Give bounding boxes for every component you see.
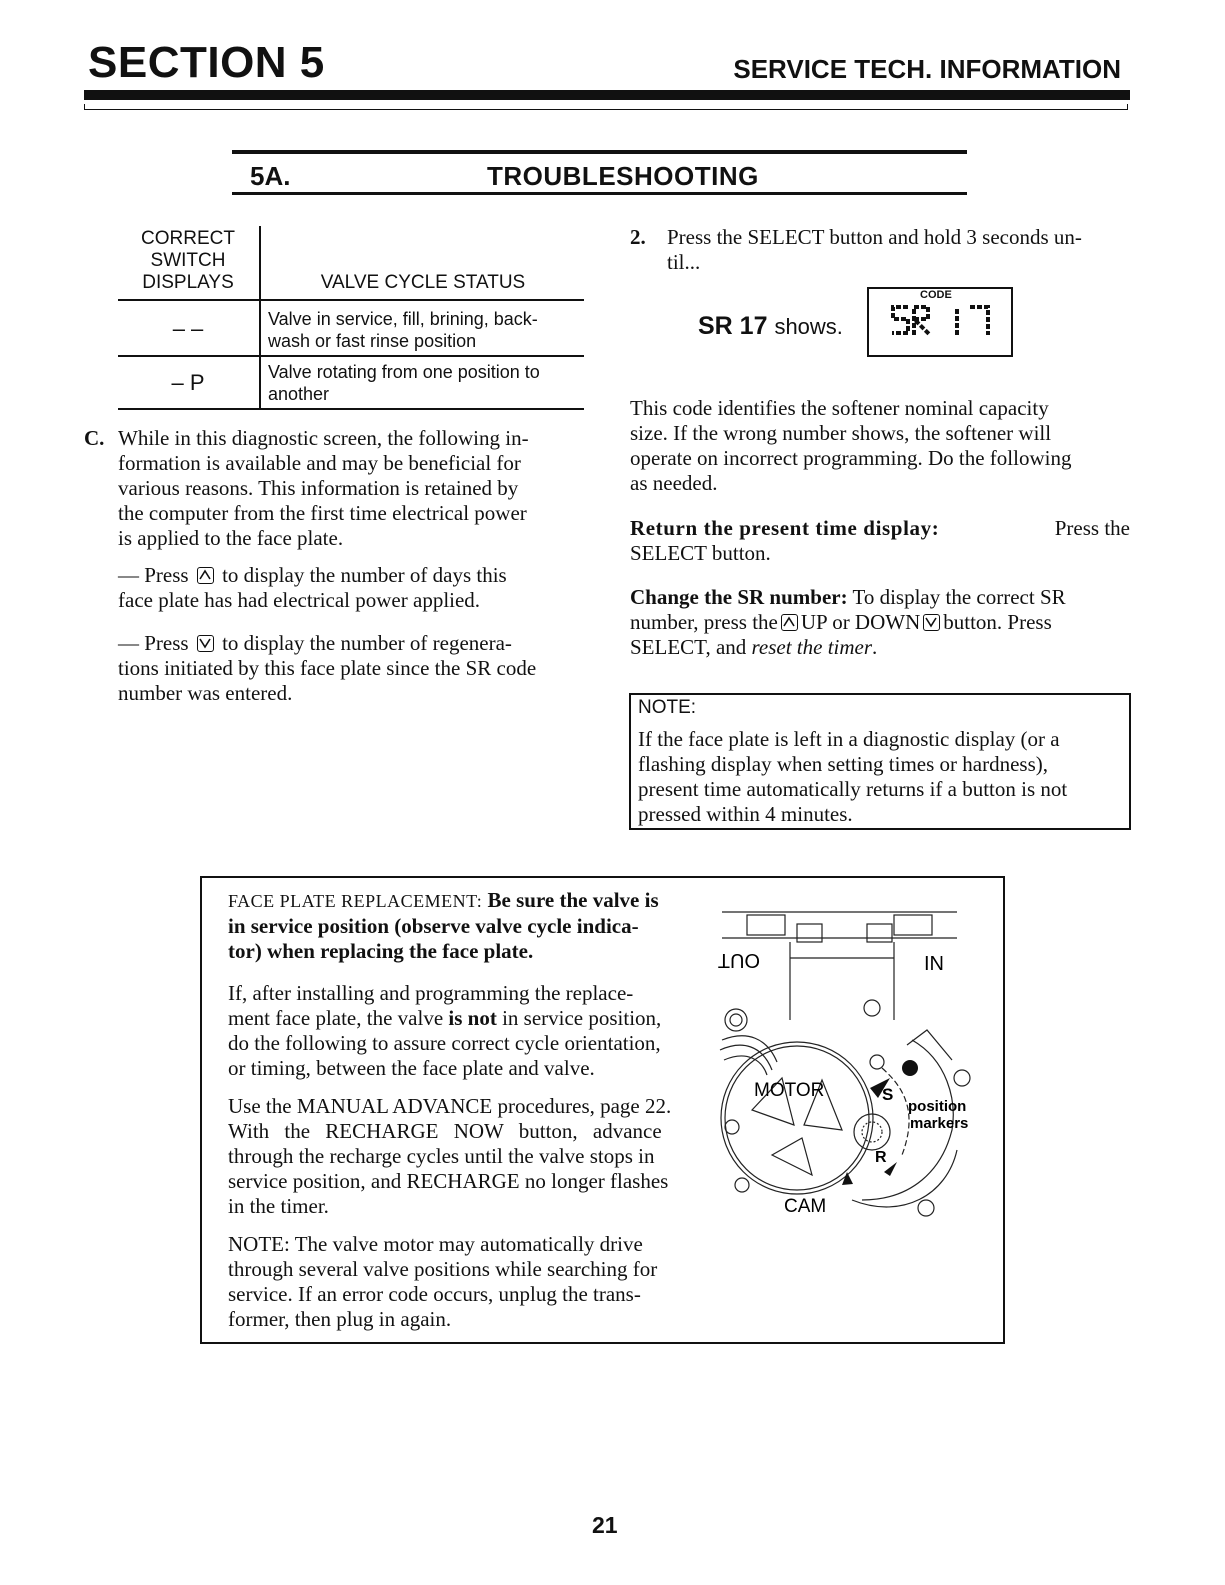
- header-rule-thick: [84, 90, 1130, 100]
- code-label: CODE: [920, 289, 952, 301]
- note-label: NOTE:: [638, 697, 697, 718]
- step-number: 2.: [630, 225, 646, 249]
- table-row-status: Valve rotating from one position to another: [268, 362, 540, 404]
- return-display-text: Return the present time display: Press the SELECT button.: [630, 516, 1130, 565]
- table-rule: [118, 299, 584, 301]
- up-arrow-icon: [197, 567, 214, 584]
- table-rule: [118, 355, 584, 357]
- item-c-label: C.: [84, 426, 105, 450]
- cam-label: CAM: [784, 1196, 827, 1217]
- step-text: Press the SELECT button and hold 3 seconds un- til...: [667, 225, 1082, 274]
- motor-label: MOTOR: [754, 1080, 825, 1101]
- identify-text: This code identifies the softener nominal capacity size. If the wrong number shows, the softener will operate on incorrect programming. Do the following as needed.: [630, 396, 1072, 495]
- table-header-status: VALVE CYCLE STATUS: [320, 272, 526, 293]
- s-marker-label: S: [882, 1085, 894, 1104]
- item-c-text: While in this diagnostic screen, the following in- formation is available and may be beneficial for various reasons. This information is retained by the computer from the first time electrical power is applied to the face plate.: [118, 426, 529, 550]
- table-column-divider: [259, 226, 261, 410]
- table-row-status: Valve in service, fill, brining, back- wash or fast rinse position: [268, 309, 538, 351]
- position-marker-dot: [902, 1060, 918, 1076]
- press-down-text: — Press to display the number of regenera- tions initiated by this face plate since the SR code number was entered.: [118, 631, 537, 705]
- heading-rule-bottom: [232, 192, 967, 195]
- page-number: 21: [592, 1512, 618, 1538]
- down-arrow-icon: [923, 614, 940, 631]
- table-row-symbol: – P: [171, 370, 205, 395]
- replacement-para-3: NOTE: The valve motor may automatically drive through several valve positions while searching for service. If an error code occurs, unplug the trans- former, then plug in again.: [228, 1232, 658, 1331]
- up-arrow-icon: [781, 614, 798, 631]
- in-label: IN: [924, 953, 944, 975]
- heading-title: TROUBLESHOOTING: [487, 161, 759, 191]
- press-up-text: — Press to display the number of days this face plate has had electrical power applied.: [118, 563, 507, 612]
- replacement-para-2: Use the MANUAL ADVANCE procedures, page 22. With the RECHARGE NOW button, advance through the recharge cycles until the valve stops in service position, and RECHARGE no longer flashes in the timer.: [228, 1094, 672, 1218]
- down-arrow-icon: [197, 635, 214, 652]
- sr-shows-label: SR 17 shows.: [698, 312, 843, 340]
- header-rule-thin: [84, 104, 1128, 110]
- change-sr-text: Change the SR number: To display the correct SR number, press the UP or DOWN button. Press SELECT, and reset the timer.: [630, 585, 1066, 659]
- replacement-lead: FACE PLATE REPLACEMENT: Be sure the valve is in service position (observe valve cycle indica- tor) when replacing the face plate.: [228, 888, 659, 963]
- valve-motor-diagram: [712, 900, 997, 1230]
- r-marker-label: R: [875, 1149, 887, 1166]
- note-text: If the face plate is left in a diagnostic display (or a flashing display when setting times or hardness), present time automatically returns if a button is not pressed within 4 minutes.: [638, 727, 1068, 826]
- section-title: SECTION 5: [88, 38, 325, 87]
- position-label: position: [908, 1098, 967, 1115]
- heading-rule-top: [232, 150, 967, 154]
- replacement-para-1: If, after installing and programming the replace- ment face plate, the valve is not in service position, do the following to assure correct cycle orientation, or timing, between the face plate and valve.: [228, 981, 662, 1080]
- table-row-symbol: – –: [172, 316, 204, 341]
- section-subtitle: SERVICE TECH. INFORMATION: [733, 54, 1121, 84]
- table-rule: [118, 408, 584, 410]
- markers-label: markers: [910, 1115, 969, 1132]
- heading-number: 5A.: [250, 161, 291, 191]
- lcd-digits-graphic: [890, 303, 1000, 339]
- out-label: OUT: [717, 949, 760, 971]
- table-header-displays: CORRECT SWITCH DISPLAYS: [141, 228, 235, 293]
